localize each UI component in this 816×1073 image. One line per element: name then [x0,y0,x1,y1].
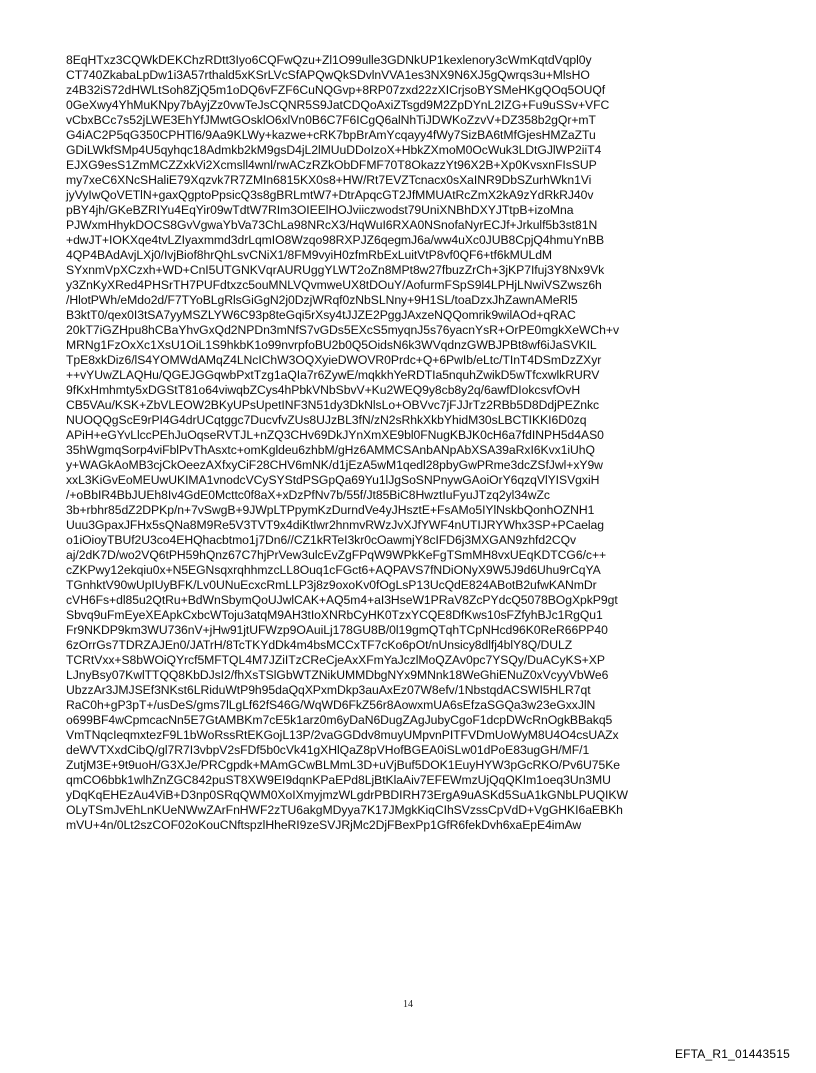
encoded-text-line: o699BF4wCpmcacNn5E7GtAMBKm7cE5k1arz0m6yDaN6DugZAgJubyCgoF1dcpDWcRnOgkBBakq5 [66,713,613,727]
encoded-text-line: qmCO6bbk1wlhZnZGC842puST8XW9EI9dqnKPaEPd8LjBtKlaAiv7EFEWmzUjQqQKIm1oeq3Un3MU [66,773,611,787]
page-number: 14 [403,999,413,1010]
encoded-text-line: +dwJT+IOKXqe4tvLZIyaxmmd3drLqmIO8Wzqo98RXPJZ6qegmJ6a/ww4uXc0JUB8CpjQ4hmuYnBB [66,233,605,247]
encoded-text-line: /+oBbIR4BbJUEh8Iv4GdE0Mcttc0f8aX+xDzPfNv7b/55f/Jt85BiC8HwztIuFyuJTzq2yl34wZc [66,488,550,502]
encoded-text-line: y+WAGkAoMB3cjCkOeezAXfxyCiF28CHV6mNK/d1jEzA5wM1qedl28pbyGwPRme3dcZSfJwl+xY9w [66,458,603,472]
encoded-text-line: TCRtVxx+S8bWOiQYrcf5MFTQL4M7JZiITzCReCjeAxXFmYaJczlMoQZAv0pc7YSQy/DuACyKS+XP [66,653,605,667]
encoded-text-line: my7xeC6XNcSHaliE79Xqzvk7R7ZMIn6815KX0s8+HW/Rt7EVZTcnacx0sXaINR9DbSZurhWkn1Vi [66,173,592,187]
encoded-text-line: xxL3KiGvEoMEUwUKIMA1vnodcVCySYStdPSGpQa69Yu1lJgSoSNPnywGAoiOrY6qzqVlYISVgxiH [66,473,600,487]
encoded-text-line: UbzzAr3JMJSEf3NKst6LRiduWtP9h95daQqXPxmDkp3auAxEz07W8efv/1NbstqdACSWI5HLR7qt [66,683,591,697]
encoded-text-line: o1iOioyTBUf2U3co4EHQhacbtmo1j7Dn6//CZ1kRTeI3kr0cOawmjY8cIFD6j3MXGAN9zhfd2CQv [66,533,577,547]
encoded-text-line: /HlotPWh/eMdo2d/F7TYoBLgRlsGiGgN2j0DzjWRqf0zNbSLNny+9H1SL/toaDzxJhZawnAMeRl5 [66,293,578,307]
encoded-text-line: vCbxBCc7s52jLWE3EhYfJMwtGOsklO6xlVn0B6C7F6ICgQ6alNhTiJDWKoZzvV+DZ358b2gQr+mT [66,113,596,127]
encoded-text-block [66,53,766,833]
encoded-text-line: deWVTXxdCibQ/gl7R7I3vbpV2sFDf5b0cVk41gXHlQaZ8pVHofBGEA0iSLw01dPoE83ugGH/MF/1 [66,743,590,757]
encoded-text-line: ZutjM3E+9t9uoH/G3XJe/PRCgpdk+MAmGCwBLMmL3D+uVjBuf5DOK1EuyHYW3pGcRKO/Pv6U75Ke [66,758,621,772]
encoded-text-line: Uuu3GpaxJFHx5sQNa8M9Re5V3TVT9x4diKtlwr2hnmvRWzJvXJfYWF4nUTIJRYWhx3SP+PCaelag [66,518,604,532]
encoded-text-line: pBY4jh/GKeBZRIYu4EqYir09wTdtW7RIm3OIEElHOJviiczwodst79UniXNBhDXYJTtpB+izoMna [66,203,574,217]
encoded-text-line: 4QP4BAdAvjLXj0/IvjBiof8hrQhLsvCNiX1/8FM9vyiH0zfmRbExLuitVtP8vf0QF6+tf6kMULdM [66,248,553,262]
encoded-text-line: VmTNqcIeqmxtezF9L1bWoRssRtEKGojL13P/2vaGGDdv8muyUMpvnPITFVDmUoWyM8U4O4csUAZx [66,728,619,742]
encoded-text-line: z4B32iS72dHWLtSoh8ZjQ5m1oDQ6vFZF6CuNQGvp+8RP07zxd22zXICrjsoBYSMeHKgQOq5OUQf [66,83,606,97]
encoded-text-line: Sbvq9uFmEyeXEApkCxbcWToju3atqM9AH3tIoXNRbCyHK0TzxYCQE8DfKws10sFZfyhBJc1RgQu1 [66,608,603,622]
encoded-text-line: MRNg1FzOxXc1XsU1OiL1S9hkbK1o99nvrpfoBU2b0Q5OidsN6k3WVqdnzGWBJPBt8wf6iJaSVKIL [66,338,597,352]
encoded-text-line: NUOQQgScE9rPI4G4drUCqtggc7DucvfvZUs8UJzBL3fN/zN2sRhkXkbYhidM30sLBCTIKKI6D0zq [66,413,587,427]
encoded-text-line: yDqKqEHEzAu4ViB+D3np0SRqQWM0XoIXmyjmzWLgdrPBDIRH73ErgA9uASKd5SuA1kGNbLPUQIKW [66,788,628,802]
encoded-text-line: 0GeXwy4YhMuKNpy7bAyjZz0vwTeJsCQNR5S9JatCDQoAxiZTsgd9M2ZpDYnL2IZG+Fu9uSSv+VFC [66,98,610,112]
encoded-text-line: RaC0h+gP3pT+/usDeS/gms7lLgLf62fS46G/WqWD6FkZ56r8AowxmUA6sEfzaSGQa3w23eGxxJlN [66,698,596,712]
encoded-text-line: CT740ZkabaLpDw1i3A57rthald5xKSrLVcSfAPQwQkSDvlnVVA1es3NX9N6XJ5gQwrqs3u+MlsHO [66,68,590,82]
encoded-text-line: OLyTSmJvEhLnKUeNWwZArFnHWF2zTU6akgMDyya7K17JMgkKiqCIhSVzssCpVdD+VgGHKI6aEBKh [66,803,623,817]
encoded-text-line: LJnyBsy07KwlTTQQ8KbDJsI2/fhXsTSlGbWTZNikUMMDbgNYx9MNnk18WeGhiENuZ0xVcyyVbWe6 [66,668,609,682]
encoded-text-line: mVU+4n/0Lt2szCOF02oKouCNftspzlHheRI9zeSVJRjMc2DjFBexPp1GfR6fekDvh6xaEpE4imAw [66,818,582,832]
encoded-text-line: APiH+eGYvLlccPEhJuOqseRVTJL+nZQ3CHv69DkJYnXmXE9bl0FNugKBJK0cH6a7fdINPH5d4AS0 [66,428,604,442]
encoded-text-line: 20kT7iGZHpu8hCBaYhvGxQd2NPDn3mNfS7vGDs5EXcS5myqnJ5s76yacnYsR+OrPE0mgkXeWCh+v [66,323,619,337]
encoded-text-line: CB5VAu/KSK+ZbVLEOW2BKyUPsUpetINF3N51dy3DkNlsLo+OBVvc7jFJJrTz2RBb5D8DdjPEZnkc [66,398,600,412]
encoded-text-line: TpE8xkDiz6/lS4YOMWdAMqZ4LNcIChW3OQXyieDWOVR0Prdc+Q+6PwIb/eLtc/TInT4DSmDzZXyr [66,353,602,367]
encoded-text-line: 35hWgmqSorp4viFblPvThAsxtc+omKgldeu6zhbM/gHz6AMMCSAnbANpAbXSA39aRxI6Kvx1iUhQ [66,443,595,457]
encoded-text-line: jyVyIwQoVETlN+gaxQgptoPpsicQ3s8gBRLmtW7+DtrApqcGT2JfMMUAtRcZmX2kA9zYdRkRJ40v [66,188,594,202]
encoded-text-line: TGnhktV90wUpIUyBFK/Lv0UNuEcxcRmLLP3j8z9oxoKv0fOgLsP13UcQdE824ABotB2ufwKANmDr [66,578,597,592]
encoded-text-line: cZKPwy12ekqiu0x+N5EGNsqxrqhhmzcLL8Ouq1cFGct6+AQPAVS7fNDiONyX9W5J9d6Uhu9rCqYA [66,563,601,577]
encoded-text-line: PJWxmHhykDOCS8GvVgwaYbVa73ChLa98NRcX3/HqWuI6RXA0NSnofaNyrECJf+Jrkulf5b3st81N [66,218,598,232]
encoded-text-line: ++vYUwZLAQHu/QGEJGGqwbPxtTzg1aQIa7r6ZywE/mqkkhYeRDTIa5nquhZwikD5wTfcxwlkRURV [66,368,600,382]
encoded-text-line: y3ZnKyXRed4PHSrTH7PUFdtxzc5ouMNLVQvmweUX8tDOuY/AofurmFSpS9l4LPHjLNwiVSZwsz6h [66,278,602,292]
encoded-text-line: SYxnmVpXCzxh+WD+CnI5UTGNKVqrAURUggYLWT2oZn8MPt8w27fbuzZrCh+3jKP7Ifuj3Y8Nx9Vk [66,263,605,277]
bates-number: EFTA_R1_01443515 [674,1047,790,1061]
encoded-text-line: cVH6Fs+dl85u2QtRu+BdWnSbymQoUJwlCAK+AQ5m4+aI3HseW1PRaV8ZcPYdcQ5078BOgXpkP9gt [66,593,618,607]
encoded-text-line: 9fKxHmhmty5xDGStT81o64viwqbZCys4hPbkVNbSbvV+Ku2WEQ9y8cb8y2q/6awfDIokcsvfOvH [66,383,581,397]
encoded-text-line: GDiLWkfSMp4U5qyhqc18Admkb2kM9gsD4jL2lMUuDDoIzoX+HbkZXmoM0OcWuk3LDtGJlWP2iiT4 [66,143,602,157]
encoded-text-line: aj/2dK7D/wo2VQ6tPH59hQnz67C7hjPrVew3ulcEvZgFPqW9WPkKeFgTSmMH8vxUEqKDTCG6/c++ [66,548,607,562]
encoded-text-line: 8EqHTxz3CQWkDEKChzRDtt3Iyo6CQFwQzu+Zl1O99ulle3GDNkUP1kexlenory3cWmKqtdVqpl0y [66,53,592,67]
encoded-text-line: 3b+rbhr85dZ2DPKp/n+7vSwgB+9JWpLTPpymKzDurndVe4yJHsztE+FsAMo5IYlNskbQonhOZNH1 [66,503,595,517]
encoded-text-line: 6zOrrGs7TDRZAJEn0/JATrH/8TcTKYdDk4m4bsMCCxTF7cKo6pOt/nUnsicy8dlfj4blY8Q/DULZ [66,638,573,652]
encoded-text-line: Fr9NKDP9km3WU736nV+jHw91jtUFWzp9OAuiLj178GU8B/0l19gmQTqhTCpNHcd96K0ReR66PP40 [66,623,608,637]
encoded-text-line: EJXG9esS1ZmMCZZxkVi2Xcmsll4wnl/rwACzRZkObDFMF70T8OkazzYt96X2B+Xp0KvsxnFIsSUP [66,158,597,172]
encoded-text-line: G4iAC2P5qG350CPHTl6/9Aa9KLWy+kazwe+cRK7bpBrAmYcqayy4fWy7SizBA6tMfGjesHMZaZTu [66,128,596,142]
encoded-text-line: B3ktT0/qex0I3tSA7yyMSZLYW6C93p8teGqi5rXsy4tJJZE2PggJAxzeNQQomrik9wilAOd+qRAC [66,308,576,322]
